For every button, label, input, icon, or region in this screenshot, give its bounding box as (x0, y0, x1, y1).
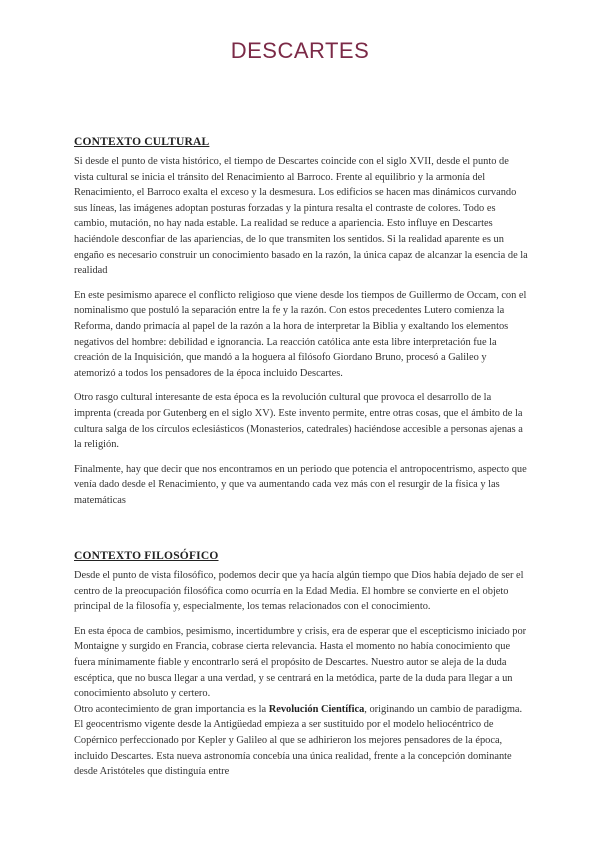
paragraph: En este pesimismo aparece el conflicto religioso que viene desde los tiempos de Guillermo de Occam, con el nominalismo que postuló la separación entre la fe y la razón. Con estos precedentes Lutero comienza la Reforma, dando primacía al papel de la razón a la hora de interpretar la Biblia y exaltando los elementos negativos del hombre: debilidad e ignorancia. La reacción católica ante esta libre interpretación fue la creación de la Inquisición, que mandó a la hoguera al filósofo Giordano Bruno, procesó a Galileo y atemorizó a todos los pensadores de la época incluido Descartes. (74, 289, 527, 379)
bold-term: Revolución Científica (268, 703, 365, 715)
paragraph (74, 702, 530, 780)
paragraph-text: , originando un cambio de paradigma. El geocentrismo vigente desde la Antigüedad empieza a ser sustituido por el modelo heliocéntrico de Copérnico perfeccionado por Kepler y Galileo al que se adhirieron los mejores pensadores de la época, incluido Descartes. Esta nueva astronomía concebía una única realidad, frente a la concepción dominante desde Aristóteles que distinguía entre (74, 703, 523, 778)
paragraph: Si desde el punto de vista histórico, el tiempo de Descartes coincide con el siglo XVII, desde el punto de vista cultural se inicia el tránsito del Renacimiento al Barroco. Frente al equilibrio y la armonía del Renacimiento, el Barroco exalta el exceso y la desmesura. Los edificios se hacen mas dinámicos curvando sus líneas, las imágenes adoptan posturas forzadas y la pintura resalta el contraste de colores. Todo es cambio, mutación, no hay nada estable. La realidad se reduce a apariencia. Esto influye en Descartes haciéndole desconfiar de las apariencias, de lo que transmiten los sentidos. Si la realidad aparente es un engaño es necesario construir un conocimiento basado en la razón, la única capaz de alcanzar la esencia de la realidad (74, 156, 528, 277)
section-heading: CONTEXTO CULTURAL (74, 136, 210, 148)
paragraph: Otro rasgo cultural interesante de esta época es la revolución cultural que provoca el desarrollo de la imprenta (creada por Gutenberg en el siglo XV). Este invento permite, entre otras cosas, que el ámbito de la cultura salga de los círculos eclesiásticos (Monasterios, catedrales) haciéndose accesible a personas ajenas a la religión. (74, 392, 523, 451)
section-contexto-filosofico (74, 550, 530, 780)
paragraph-text: Otro acontecimiento de gran importancia es la (74, 703, 269, 715)
paragraph: En esta época de cambios, pesimismo, incertidumbre y crisis, era de esperar que el escepticismo iniciado por Montaigne y surgido en Francia, cobrase cierta relevancia. Hasta el momento no había conocimiento que fuera mínimamente fiable y encontrarlo será el propósito de Descartes. Nuestro autor se aleja de la duda escéptica, que no busca llegar a una verdad, y se centrará en la metódica, parte de la duda para llegar a un conocimiento absoluto y certero. (74, 625, 527, 700)
paragraph: Finalmente, hay que decir que nos encontramos en un periodo que potencia el antropocentrismo, aspecto que venía dado desde el Renacimiento, y que va aumentando cada vez más con el resurgir de la física y las matemáticas (74, 463, 527, 506)
section-contexto-cultural (74, 136, 530, 508)
paragraph: Desde el punto de vista filosófico, podemos decir que ya hacía algún tiempo que Dios había dejado de ser el centro de la preocupación filosófica como ocurría en la Edad Media. El hombre se convierte en el objeto principal de la filosofía y, especialmente, los temas relacionados con el conocimiento. (74, 570, 524, 613)
section-heading: CONTEXTO FILOSÓFICO (74, 550, 219, 562)
document-title: DESCARTES (230, 38, 370, 63)
